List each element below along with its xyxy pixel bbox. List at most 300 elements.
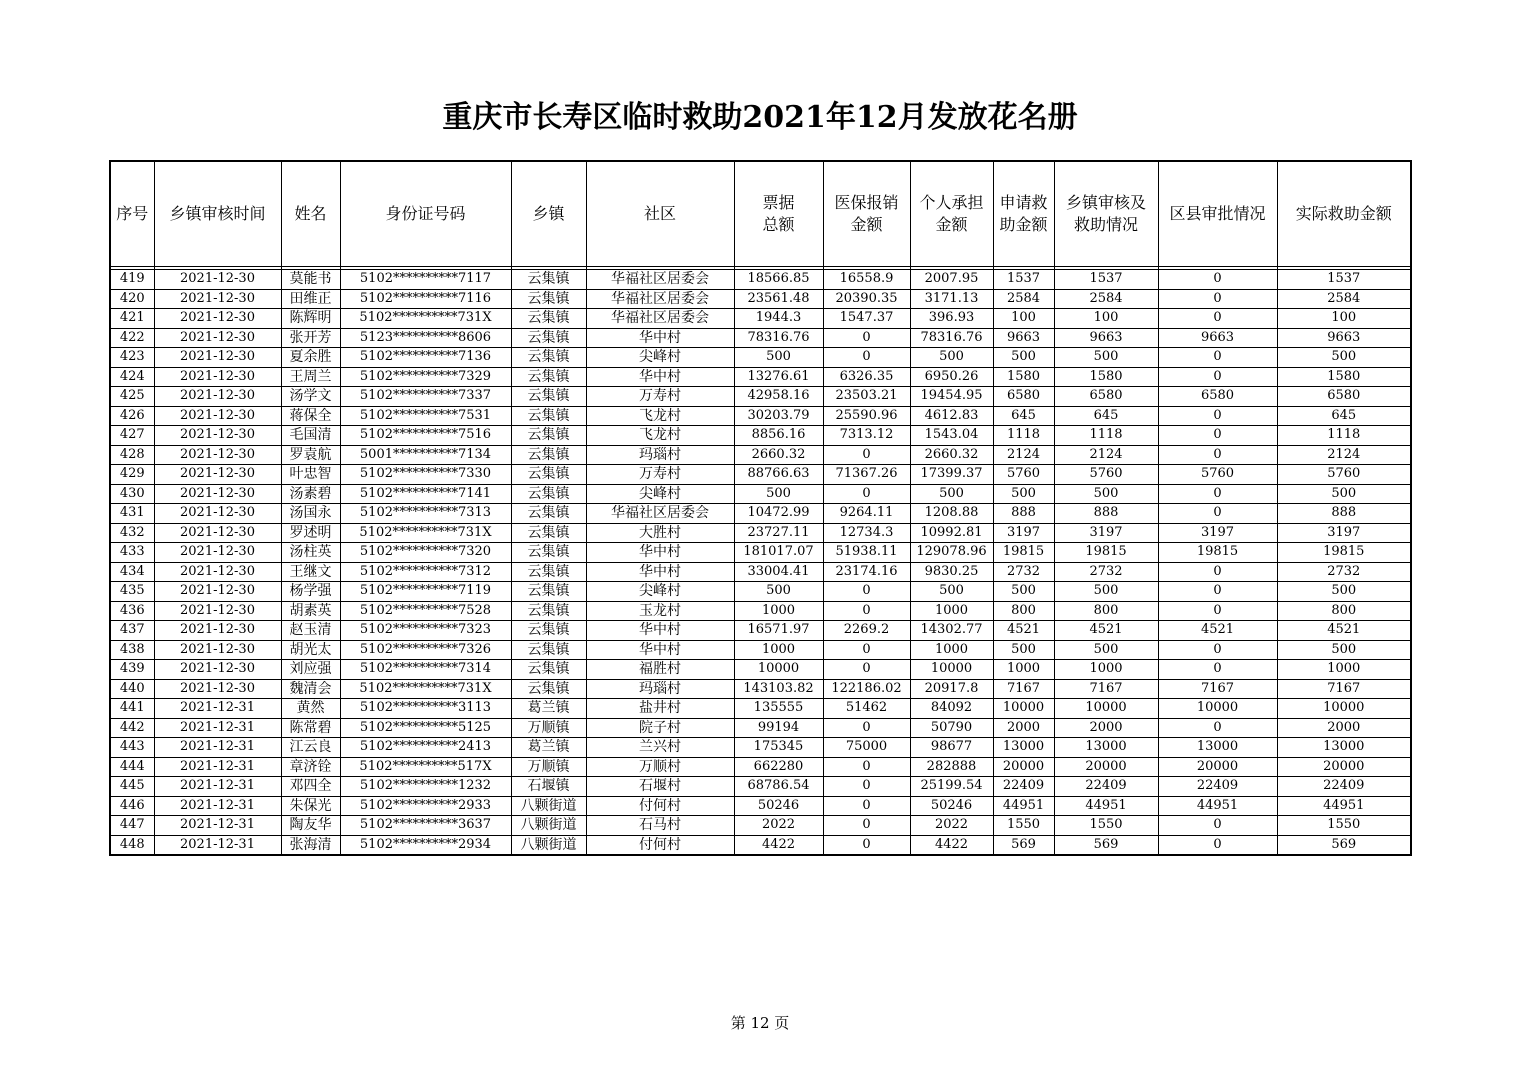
cell-receipt-total: 33004.41 [734, 562, 823, 582]
cell-insurance-reimbursed: 0 [823, 582, 910, 602]
cell-actual-amount: 569 [1277, 835, 1411, 855]
cell-personal-share: 1000 [910, 640, 993, 660]
header-col-district-approval: 区县审批情况 [1158, 161, 1277, 267]
cell-id-number: 5102**********7141 [340, 484, 511, 504]
cell-community: 万寿村 [586, 387, 734, 407]
cell-town-review: 6580 [1054, 387, 1158, 407]
cell-town-review: 645 [1054, 406, 1158, 426]
cell-review-date: 2021-12-30 [154, 562, 281, 582]
cell-applied-amount: 1580 [993, 367, 1054, 387]
cell-community: 兰兴村 [586, 738, 734, 758]
cell-town: 云集镇 [511, 270, 586, 290]
cell-district-approval: 0 [1158, 640, 1277, 660]
cell-name: 叶忠智 [281, 465, 340, 485]
header-col-review-date: 乡镇审核时间 [154, 161, 281, 267]
cell-index: 445 [110, 777, 154, 797]
cell-applied-amount: 100 [993, 309, 1054, 329]
table-row [110, 328, 1411, 348]
cell-town-review: 13000 [1054, 738, 1158, 758]
cell-district-approval: 4521 [1158, 621, 1277, 641]
cell-receipt-total: 500 [734, 484, 823, 504]
cell-receipt-total: 662280 [734, 757, 823, 777]
cell-town-review: 19815 [1054, 543, 1158, 563]
cell-town-review: 9663 [1054, 328, 1158, 348]
cell-community: 飞龙村 [586, 426, 734, 446]
cell-applied-amount: 1550 [993, 816, 1054, 836]
cell-town-review: 4521 [1054, 621, 1158, 641]
cell-insurance-reimbursed: 23174.16 [823, 562, 910, 582]
cell-id-number: 5102**********7326 [340, 640, 511, 660]
cell-district-approval: 0 [1158, 582, 1277, 602]
cell-town-review: 500 [1054, 484, 1158, 504]
cell-community: 华中村 [586, 543, 734, 563]
table-row [110, 562, 1411, 582]
cell-district-approval: 0 [1158, 484, 1277, 504]
cell-town-review: 3197 [1054, 523, 1158, 543]
cell-personal-share: 4612.83 [910, 406, 993, 426]
cell-receipt-total: 78316.76 [734, 328, 823, 348]
table-row [110, 406, 1411, 426]
cell-receipt-total: 1000 [734, 601, 823, 621]
cell-insurance-reimbursed: 0 [823, 660, 910, 680]
cell-index: 441 [110, 699, 154, 719]
cell-receipt-total: 23561.48 [734, 289, 823, 309]
cell-name: 陈常碧 [281, 718, 340, 738]
cell-receipt-total: 500 [734, 348, 823, 368]
cell-applied-amount: 645 [993, 406, 1054, 426]
cell-receipt-total: 50246 [734, 796, 823, 816]
cell-applied-amount: 500 [993, 640, 1054, 660]
cell-insurance-reimbursed: 71367.26 [823, 465, 910, 485]
cell-town-review: 2584 [1054, 289, 1158, 309]
cell-personal-share: 2660.32 [910, 445, 993, 465]
table-row [110, 543, 1411, 563]
cell-name: 田维正 [281, 289, 340, 309]
cell-town: 石堰镇 [511, 777, 586, 797]
cell-name: 赵玉清 [281, 621, 340, 641]
cell-index: 423 [110, 348, 154, 368]
cell-town-review: 44951 [1054, 796, 1158, 816]
cell-id-number: 5102**********7337 [340, 387, 511, 407]
cell-id-number: 5102**********7323 [340, 621, 511, 641]
cell-name: 莫能书 [281, 270, 340, 290]
cell-id-number: 5102**********3113 [340, 699, 511, 719]
cell-actual-amount: 2000 [1277, 718, 1411, 738]
cell-index: 424 [110, 367, 154, 387]
cell-town: 八颗街道 [511, 816, 586, 836]
cell-index: 438 [110, 640, 154, 660]
cell-insurance-reimbursed: 23503.21 [823, 387, 910, 407]
cell-town-review: 2000 [1054, 718, 1158, 738]
cell-town-review: 22409 [1054, 777, 1158, 797]
cell-index: 420 [110, 289, 154, 309]
cell-receipt-total: 1000 [734, 640, 823, 660]
header-col-insurance-reimbursed: 医保报销 金额 [823, 161, 910, 267]
header-col-town: 乡镇 [511, 161, 586, 267]
cell-insurance-reimbursed: 75000 [823, 738, 910, 758]
header-col-index: 序号 [110, 161, 154, 267]
cell-insurance-reimbursed: 0 [823, 757, 910, 777]
table-row [110, 367, 1411, 387]
cell-receipt-total: 2660.32 [734, 445, 823, 465]
cell-index: 437 [110, 621, 154, 641]
cell-name: 罗述明 [281, 523, 340, 543]
cell-district-approval: 0 [1158, 270, 1277, 290]
cell-name: 王周兰 [281, 367, 340, 387]
cell-review-date: 2021-12-31 [154, 816, 281, 836]
cell-review-date: 2021-12-31 [154, 796, 281, 816]
cell-town: 云集镇 [511, 601, 586, 621]
cell-review-date: 2021-12-30 [154, 309, 281, 329]
relief-roster-table [109, 160, 1412, 856]
cell-receipt-total: 18566.85 [734, 270, 823, 290]
cell-community: 尖峰村 [586, 582, 734, 602]
cell-town: 云集镇 [511, 660, 586, 680]
cell-index: 439 [110, 660, 154, 680]
cell-review-date: 2021-12-30 [154, 426, 281, 446]
cell-actual-amount: 1537 [1277, 270, 1411, 290]
cell-community: 华福社区居委会 [586, 309, 734, 329]
cell-insurance-reimbursed: 51462 [823, 699, 910, 719]
cell-town-review: 888 [1054, 504, 1158, 524]
cell-district-approval: 7167 [1158, 679, 1277, 699]
cell-community: 华中村 [586, 562, 734, 582]
cell-town-review: 800 [1054, 601, 1158, 621]
cell-town: 云集镇 [511, 562, 586, 582]
cell-district-approval: 0 [1158, 289, 1277, 309]
cell-town: 云集镇 [511, 679, 586, 699]
cell-actual-amount: 2124 [1277, 445, 1411, 465]
cell-name: 黄然 [281, 699, 340, 719]
cell-name: 夏余胜 [281, 348, 340, 368]
cell-district-approval: 19815 [1158, 543, 1277, 563]
cell-town: 八颗街道 [511, 796, 586, 816]
cell-actual-amount: 20000 [1277, 757, 1411, 777]
cell-review-date: 2021-12-30 [154, 406, 281, 426]
cell-actual-amount: 44951 [1277, 796, 1411, 816]
cell-id-number: 5102**********731X [340, 523, 511, 543]
table-row [110, 270, 1411, 290]
cell-insurance-reimbursed: 0 [823, 796, 910, 816]
cell-district-approval: 0 [1158, 406, 1277, 426]
cell-receipt-total: 42958.16 [734, 387, 823, 407]
cell-receipt-total: 88766.63 [734, 465, 823, 485]
cell-name: 陶友华 [281, 816, 340, 836]
cell-community: 华中村 [586, 328, 734, 348]
header-col-town-review: 乡镇审核及 救助情况 [1054, 161, 1158, 267]
cell-id-number: 5102**********7314 [340, 660, 511, 680]
cell-name: 汤柱英 [281, 543, 340, 563]
cell-personal-share: 50246 [910, 796, 993, 816]
cell-applied-amount: 7167 [993, 679, 1054, 699]
cell-name: 胡素英 [281, 601, 340, 621]
cell-actual-amount: 5760 [1277, 465, 1411, 485]
cell-actual-amount: 7167 [1277, 679, 1411, 699]
cell-review-date: 2021-12-30 [154, 484, 281, 504]
cell-name: 罗袁航 [281, 445, 340, 465]
cell-district-approval: 0 [1158, 718, 1277, 738]
cell-actual-amount: 22409 [1277, 777, 1411, 797]
cell-index: 446 [110, 796, 154, 816]
cell-town: 云集镇 [511, 387, 586, 407]
cell-id-number: 5102**********7528 [340, 601, 511, 621]
cell-index: 422 [110, 328, 154, 348]
cell-district-approval: 0 [1158, 504, 1277, 524]
cell-review-date: 2021-12-30 [154, 543, 281, 563]
cell-insurance-reimbursed: 0 [823, 328, 910, 348]
cell-index: 432 [110, 523, 154, 543]
cell-actual-amount: 3197 [1277, 523, 1411, 543]
cell-community: 尖峰村 [586, 348, 734, 368]
cell-town-review: 500 [1054, 348, 1158, 368]
page-title: 重庆市长寿区临时救助2021年12月发放花名册 [442, 100, 1078, 135]
cell-applied-amount: 6580 [993, 387, 1054, 407]
cell-town: 云集镇 [511, 309, 586, 329]
cell-personal-share: 282888 [910, 757, 993, 777]
cell-index: 425 [110, 387, 154, 407]
header-col-name: 姓名 [281, 161, 340, 267]
cell-town: 葛兰镇 [511, 699, 586, 719]
table-row [110, 699, 1411, 719]
cell-applied-amount: 2584 [993, 289, 1054, 309]
cell-applied-amount: 500 [993, 484, 1054, 504]
cell-personal-share: 500 [910, 484, 993, 504]
cell-index: 436 [110, 601, 154, 621]
cell-review-date: 2021-12-31 [154, 835, 281, 855]
cell-id-number: 5102**********731X [340, 309, 511, 329]
cell-town: 万顺镇 [511, 757, 586, 777]
cell-district-approval: 22409 [1158, 777, 1277, 797]
cell-district-approval: 0 [1158, 816, 1277, 836]
cell-district-approval: 0 [1158, 660, 1277, 680]
table-row [110, 465, 1411, 485]
cell-community: 玉龙村 [586, 601, 734, 621]
cell-actual-amount: 1580 [1277, 367, 1411, 387]
cell-district-approval: 0 [1158, 601, 1277, 621]
table-row [110, 621, 1411, 641]
cell-district-approval: 44951 [1158, 796, 1277, 816]
cell-index: 427 [110, 426, 154, 446]
cell-actual-amount: 1550 [1277, 816, 1411, 836]
cell-town-review: 569 [1054, 835, 1158, 855]
cell-index: 421 [110, 309, 154, 329]
cell-actual-amount: 1000 [1277, 660, 1411, 680]
cell-applied-amount: 19815 [993, 543, 1054, 563]
cell-community: 尖峰村 [586, 484, 734, 504]
cell-name: 汤国永 [281, 504, 340, 524]
cell-insurance-reimbursed: 0 [823, 484, 910, 504]
cell-community: 付何村 [586, 796, 734, 816]
cell-personal-share: 17399.37 [910, 465, 993, 485]
cell-applied-amount: 569 [993, 835, 1054, 855]
table-row [110, 757, 1411, 777]
cell-community: 付何村 [586, 835, 734, 855]
cell-district-approval: 5760 [1158, 465, 1277, 485]
cell-applied-amount: 1118 [993, 426, 1054, 446]
cell-insurance-reimbursed: 0 [823, 816, 910, 836]
cell-community: 万顺村 [586, 757, 734, 777]
cell-actual-amount: 13000 [1277, 738, 1411, 758]
cell-town-review: 500 [1054, 640, 1158, 660]
cell-town-review: 5760 [1054, 465, 1158, 485]
cell-applied-amount: 1537 [993, 270, 1054, 290]
cell-insurance-reimbursed: 1547.37 [823, 309, 910, 329]
table-row [110, 660, 1411, 680]
cell-personal-share: 396.93 [910, 309, 993, 329]
cell-id-number: 5102**********3637 [340, 816, 511, 836]
cell-personal-share: 500 [910, 582, 993, 602]
cell-actual-amount: 6580 [1277, 387, 1411, 407]
cell-town-review: 1580 [1054, 367, 1158, 387]
cell-town-review: 100 [1054, 309, 1158, 329]
cell-town-review: 2124 [1054, 445, 1158, 465]
cell-id-number: 5102**********7136 [340, 348, 511, 368]
cell-applied-amount: 500 [993, 348, 1054, 368]
cell-id-number: 5102**********7116 [340, 289, 511, 309]
cell-name: 魏清会 [281, 679, 340, 699]
cell-district-approval: 0 [1158, 445, 1277, 465]
cell-review-date: 2021-12-30 [154, 621, 281, 641]
cell-index: 442 [110, 718, 154, 738]
cell-name: 张海清 [281, 835, 340, 855]
cell-name: 杨学强 [281, 582, 340, 602]
header-col-applied-amount: 申请救 助金额 [993, 161, 1054, 267]
cell-receipt-total: 500 [734, 582, 823, 602]
table-row [110, 348, 1411, 368]
cell-community: 华中村 [586, 621, 734, 641]
cell-applied-amount: 2732 [993, 562, 1054, 582]
cell-applied-amount: 888 [993, 504, 1054, 524]
cell-name: 毛国清 [281, 426, 340, 446]
cell-community: 华福社区居委会 [586, 504, 734, 524]
cell-community: 飞龙村 [586, 406, 734, 426]
cell-id-number: 5001**********7134 [340, 445, 511, 465]
cell-community: 盐井村 [586, 699, 734, 719]
cell-review-date: 2021-12-30 [154, 523, 281, 543]
cell-receipt-total: 16571.97 [734, 621, 823, 641]
cell-receipt-total: 143103.82 [734, 679, 823, 699]
cell-community: 石马村 [586, 816, 734, 836]
cell-personal-share: 3171.13 [910, 289, 993, 309]
cell-id-number: 5102**********517X [340, 757, 511, 777]
cell-name: 蒋保全 [281, 406, 340, 426]
cell-town: 八颗街道 [511, 835, 586, 855]
cell-index: 428 [110, 445, 154, 465]
cell-review-date: 2021-12-31 [154, 738, 281, 758]
cell-actual-amount: 500 [1277, 484, 1411, 504]
cell-insurance-reimbursed: 6326.35 [823, 367, 910, 387]
cell-review-date: 2021-12-30 [154, 640, 281, 660]
cell-town-review: 7167 [1054, 679, 1158, 699]
cell-applied-amount: 22409 [993, 777, 1054, 797]
cell-actual-amount: 500 [1277, 582, 1411, 602]
cell-insurance-reimbursed: 51938.11 [823, 543, 910, 563]
cell-applied-amount: 1000 [993, 660, 1054, 680]
cell-id-number: 5102**********7329 [340, 367, 511, 387]
cell-index: 435 [110, 582, 154, 602]
table-row [110, 504, 1411, 524]
cell-index: 440 [110, 679, 154, 699]
cell-personal-share: 6950.26 [910, 367, 993, 387]
cell-applied-amount: 5760 [993, 465, 1054, 485]
cell-community: 大胜村 [586, 523, 734, 543]
cell-review-date: 2021-12-30 [154, 445, 281, 465]
header-col-receipt-total: 票据 总额 [734, 161, 823, 267]
cell-personal-share: 1543.04 [910, 426, 993, 446]
cell-actual-amount: 4521 [1277, 621, 1411, 641]
cell-town: 云集镇 [511, 543, 586, 563]
table-row [110, 289, 1411, 309]
cell-insurance-reimbursed: 7313.12 [823, 426, 910, 446]
cell-district-approval: 0 [1158, 426, 1277, 446]
cell-id-number: 5102**********2934 [340, 835, 511, 855]
cell-insurance-reimbursed: 20390.35 [823, 289, 910, 309]
cell-community: 玛瑙村 [586, 445, 734, 465]
cell-review-date: 2021-12-30 [154, 367, 281, 387]
cell-receipt-total: 13276.61 [734, 367, 823, 387]
cell-actual-amount: 888 [1277, 504, 1411, 524]
cell-name: 江云良 [281, 738, 340, 758]
cell-personal-share: 4422 [910, 835, 993, 855]
table-row [110, 816, 1411, 836]
table-row [110, 445, 1411, 465]
cell-town: 云集镇 [511, 484, 586, 504]
cell-personal-share: 500 [910, 348, 993, 368]
cell-index: 434 [110, 562, 154, 582]
table-row [110, 777, 1411, 797]
cell-personal-share: 50790 [910, 718, 993, 738]
table-row [110, 718, 1411, 738]
cell-town: 云集镇 [511, 640, 586, 660]
table-row [110, 387, 1411, 407]
cell-district-approval: 0 [1158, 562, 1277, 582]
cell-name: 刘应强 [281, 660, 340, 680]
cell-actual-amount: 800 [1277, 601, 1411, 621]
cell-town: 云集镇 [511, 289, 586, 309]
cell-town: 云集镇 [511, 465, 586, 485]
cell-index: 419 [110, 270, 154, 290]
cell-actual-amount: 10000 [1277, 699, 1411, 719]
cell-review-date: 2021-12-30 [154, 289, 281, 309]
cell-id-number: 5102**********1232 [340, 777, 511, 797]
cell-community: 华福社区居委会 [586, 270, 734, 290]
cell-town-review: 20000 [1054, 757, 1158, 777]
cell-receipt-total: 10472.99 [734, 504, 823, 524]
cell-index: 433 [110, 543, 154, 563]
cell-personal-share: 10992.81 [910, 523, 993, 543]
cell-actual-amount: 500 [1277, 348, 1411, 368]
header-col-community: 社区 [586, 161, 734, 267]
cell-district-approval: 0 [1158, 835, 1277, 855]
cell-index: 444 [110, 757, 154, 777]
cell-review-date: 2021-12-31 [154, 777, 281, 797]
cell-personal-share: 78316.76 [910, 328, 993, 348]
cell-town: 云集镇 [511, 328, 586, 348]
cell-review-date: 2021-12-30 [154, 582, 281, 602]
cell-town: 云集镇 [511, 367, 586, 387]
cell-index: 429 [110, 465, 154, 485]
cell-index: 426 [110, 406, 154, 426]
cell-town: 葛兰镇 [511, 738, 586, 758]
cell-receipt-total: 68786.54 [734, 777, 823, 797]
cell-id-number: 5102**********731X [340, 679, 511, 699]
cell-town: 万顺镇 [511, 718, 586, 738]
cell-id-number: 5102**********7320 [340, 543, 511, 563]
cell-id-number: 5102**********7313 [340, 504, 511, 524]
cell-community: 福胜村 [586, 660, 734, 680]
table-row [110, 426, 1411, 446]
cell-town-review: 1537 [1054, 270, 1158, 290]
